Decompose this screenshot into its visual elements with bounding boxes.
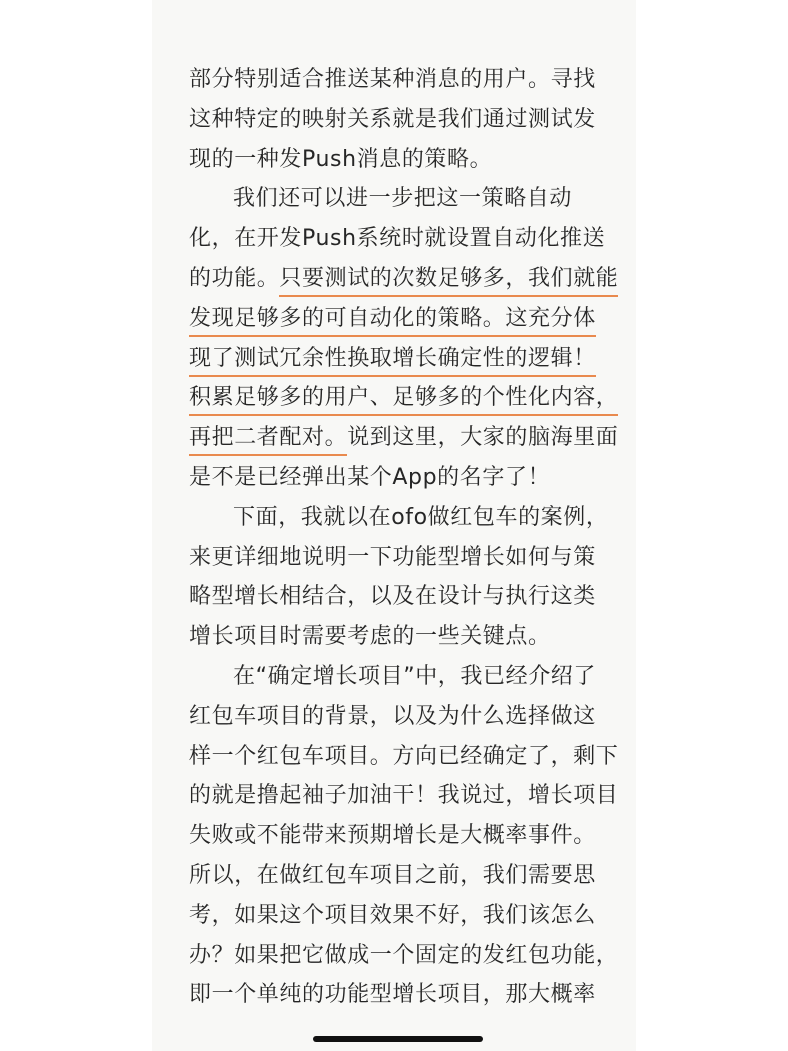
text-line (189, 617, 609, 657)
text-segment: 来更详细地说明一下功能型增长如何与策 (189, 544, 596, 570)
text-line (189, 219, 609, 259)
text-line (189, 259, 619, 299)
text-segment: 考，如果这个项目效果不好，我们该怎么 (189, 902, 596, 928)
paragraph-start-line (189, 179, 609, 219)
highlighted-text: 再把二者配对。 (189, 425, 347, 456)
text-line (189, 140, 609, 180)
home-indicator-bar[interactable] (313, 1036, 483, 1042)
text-line (189, 577, 609, 617)
text-line (189, 100, 609, 140)
text-line (189, 299, 609, 339)
book-page (152, 0, 636, 1051)
text-segment: 办？如果把它做成一个固定的发红包功能， (189, 942, 619, 968)
text-segment: 在“确定增长项目”中，我已经介绍了 (233, 663, 596, 689)
text-segment: 的功能。 (189, 265, 280, 291)
highlighted-text: 积累足够多的用户、足够多的个性化内容， (189, 385, 618, 416)
text-segment: 样一个红包车项目。方向已经确定了，剩下 (189, 743, 619, 769)
text-line (189, 339, 609, 379)
text-segment: 说到这里，大家的脑海里面 (347, 425, 619, 451)
text-line (189, 60, 609, 100)
text-segment: 这种特定的映射关系就是我们通过测试发 (189, 106, 596, 132)
text-line (189, 458, 609, 498)
text-line (189, 975, 609, 1015)
text-line (189, 737, 619, 777)
text-segment: 所以，在做红包车项目之前，我们需要思 (189, 862, 596, 888)
paragraph-start-line (189, 657, 609, 697)
text-line (189, 856, 609, 896)
text-segment: 化，在开发Push系统时就设置自动化推送 (189, 226, 606, 252)
text-line (189, 697, 609, 737)
text-segment: 增长项目时需要考虑的一些关键点。 (189, 624, 551, 650)
text-segment: 现的一种发Push消息的策略。 (189, 146, 493, 172)
text-segment: 的就是撸起袖子加油干！我说过，增长项目 (189, 783, 619, 809)
text-line (189, 936, 619, 976)
text-segment: 我们还可以进一步把这一策略自动 (233, 186, 573, 212)
text-segment: 红包车项目的背景，以及为什么选择做这 (189, 703, 596, 729)
text-segment: 部分特别适合推送某种消息的用户。寻找 (189, 67, 596, 92)
text-segment: 略型增长相结合，以及在设计与执行这类 (189, 584, 596, 610)
text-segment: 下面，我就以在ofo做红包车的案例， (233, 504, 609, 530)
page-text (189, 60, 619, 1015)
text-line (189, 896, 609, 936)
text-line (189, 816, 609, 856)
text-line (189, 418, 619, 458)
highlighted-text: 发现足够多的可自动化的策略。这充分体 (189, 306, 596, 337)
text-segment: 即一个单纯的功能型增长项目，那大概率 (189, 982, 596, 1008)
paragraph-start-line (189, 498, 609, 538)
text-line (189, 378, 619, 418)
text-segment: 是不是已经弹出某个App的名字了！ (189, 464, 551, 490)
highlighted-text: 只要测试的次数足够多，我们就能 (279, 266, 618, 297)
text-line (189, 538, 609, 578)
text-segment: 失败或不能带来预期增长是大概率事件。 (189, 823, 596, 849)
text-line (189, 776, 619, 816)
highlighted-text: 现了测试冗余性换取增长确定性的逻辑！ (189, 346, 596, 377)
